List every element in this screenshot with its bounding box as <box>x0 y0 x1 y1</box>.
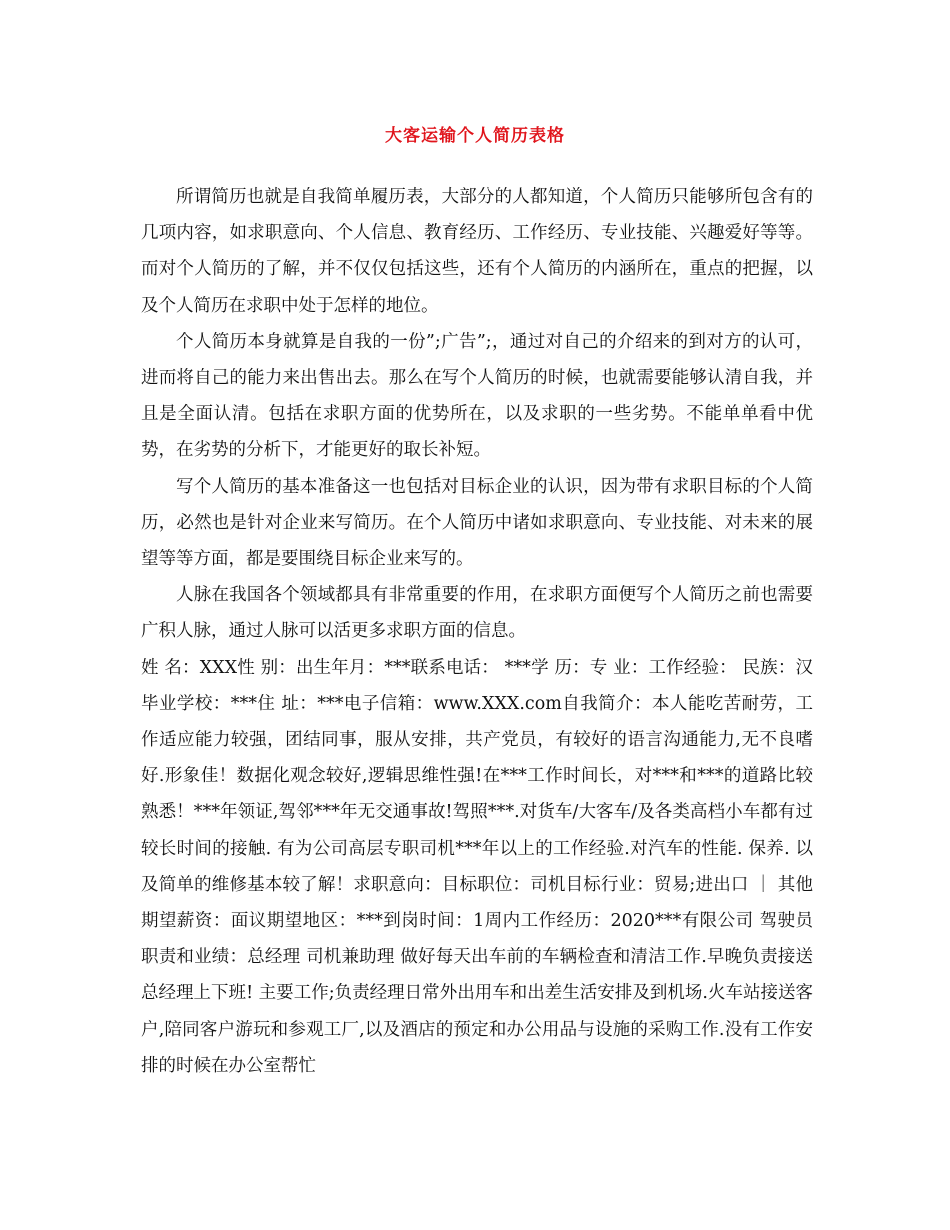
resume-details-block: 姓 名：XXX性 别：出生年月：***联系电话： ***学 历：专 业：工作经验： 民族：汉毕业学校：***住 址：***电子信箱：www.XXX.com自我简介：本人能吃苦耐劳，工作适应能力较强，团结同事，服从安排，共产党员，有较好的语言沟通能力,无不良嗜好.形象佳！数据化观念较好,逻辑思维性强!在***工作时间长，对***和***的道路比较熟悉！***年领证,驾邻***年无交通事故!驾照***.对货车/大客车/及各类高档小车都有过较长时间的接触. 有为公司高层专职司机***年以上的工作经验.对汽车的性能. 保养. 以及简单的维修基本较了解！求职意向：目标职位：司机目标行业：贸易;进出口 ｜ 其他期望薪资：面议期望地区：***到岗时间：1周内工作经历：2020***有限公司 驾驶员职责和业绩：总经理 司机兼助理 做好每天出车前的车辆检查和清洁工作.早晚负责接送总经理上下班! 主要工作;负责经理日常外出用车和出差生活安排及到机场.火车站接送客户,陪同客户游玩和参观工厂,以及酒店的预定和办公用品与设施的采购工作.没有工作安排的时候在办公室帮忙 <box>141 657 813 1076</box>
paragraph-target-company: 写个人简历的基本准备这一也包括对目标企业的认识，因为带有求职目标的个人简历，必然也是针对企业来写简历。在个人简历中诸如求职意向、专业技能、对未来的展望等等方面，都是要围绕目标企业来写的。 <box>141 476 813 570</box>
paragraph-resume-definition: 所谓简历也就是自我简单履历表，大部分的人都知道，个人简历只能够所包含有的几项内容，如求职意向、个人信息、教育经历、工作经历、专业技能、兴趣爱好等等。而对个人简历的了解，并不仅仅包括这些，还有个人简历的内涵所在，重点的把握，以及个人简历在求职中处于怎样的地位。 <box>141 187 813 316</box>
paragraph-self-advertisement: 个人简历本身就算是自我的一份”;广告”;，通过对自己的介绍来的到对方的认可，进而将自己的能力来出售出去。那么在写个人简历的时候，也就需要能够认清自我，并且是全面认清。包括在求职方面的优势所在，以及求职的一些劣势。不能单单看中优势，在劣势的分析下，才能更好的取长补短。 <box>141 331 813 461</box>
document-body <box>141 179 813 1084</box>
paragraph-networking: 人脉在我国各个领域都具有非常重要的作用，在求职方面便写个人简历之前也需要广积人脉，通过人脉可以活更多求职方面的信息。 <box>141 585 813 642</box>
document-title: 大客运输个人简历表格 <box>385 126 565 146</box>
